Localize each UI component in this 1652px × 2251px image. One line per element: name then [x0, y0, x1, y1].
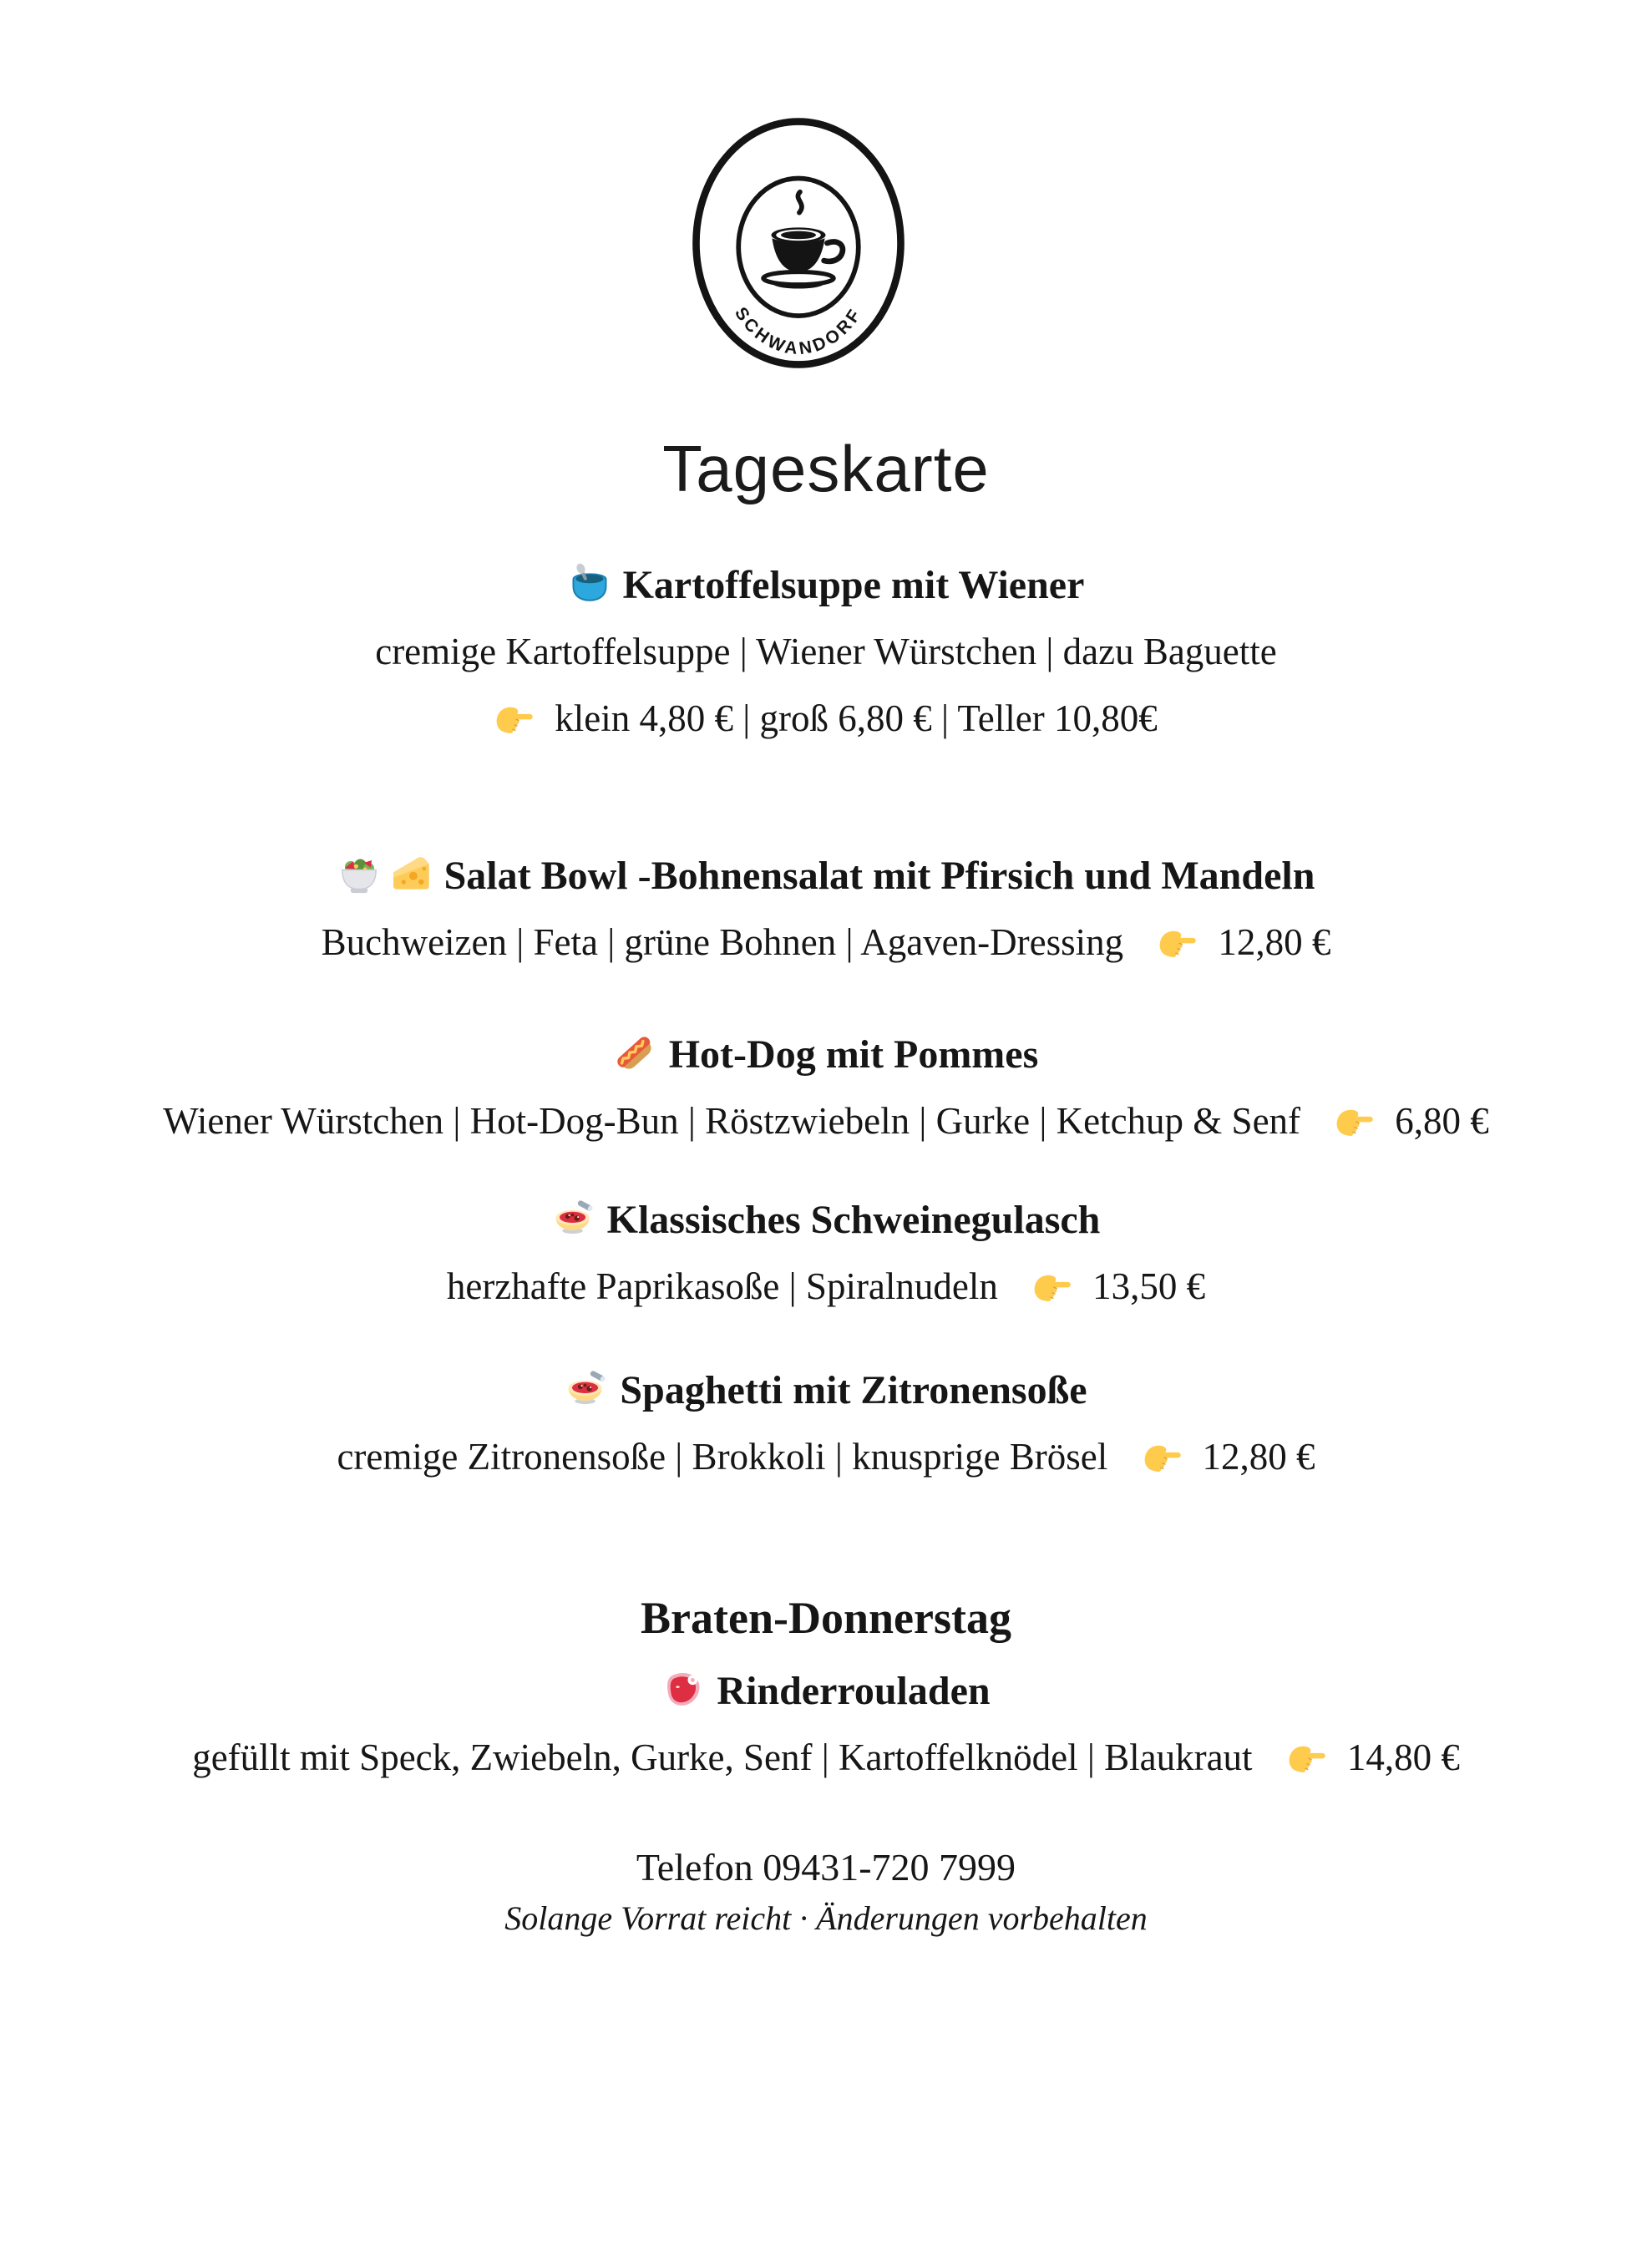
menu-item-description: Buchweizen | Feta | grüne Bohnen | Agaven-Dressing: [321, 921, 1124, 963]
pointing-right-icon: [1287, 1739, 1327, 1779]
pan-of-food-icon: [565, 1368, 608, 1412]
menu-item-description-line: [0, 916, 1652, 968]
phone-number: Telefon 09431-720 7999: [636, 1846, 1016, 1889]
pointing-right-icon: [1032, 1268, 1072, 1308]
logo-arc-bottom-text: SCHWANDORF: [730, 303, 866, 359]
menu-item: [0, 559, 1652, 744]
menu-item-title: Spaghetti mit Zitronensoße: [620, 1368, 1087, 1412]
menu-item: [0, 1028, 1652, 1147]
bowl-with-spoon-icon: [568, 563, 611, 606]
menu-page: [0, 113, 1652, 2251]
menu-item-description: cremige Zitronensoße | Brokkoli | knusprige Brösel: [337, 1436, 1108, 1478]
menu-item-description: herzhafte Paprikasoße | Spiralnudeln: [446, 1265, 998, 1307]
menu-item: [0, 1194, 1652, 1312]
pointing-right-icon: [1158, 924, 1198, 964]
menu-item-price: 14,80 €: [1346, 1736, 1460, 1778]
menu-item-title: Rinderrouladen: [717, 1669, 991, 1713]
pointing-right-icon: [1335, 1103, 1375, 1143]
menu-item-description-line: [0, 1731, 1652, 1783]
menu-item-title-line: [0, 1028, 1652, 1082]
cut-of-meat-icon: [661, 1669, 705, 1712]
cheese-wedge-icon: [389, 854, 433, 897]
menu-item-price: klein 4,80 € | groß 6,80 € | Teller 10,80€: [555, 697, 1158, 739]
menu-item-title-line: [0, 1364, 1652, 1417]
menu-item-title-line: [0, 1665, 1652, 1718]
pointing-right-icon: [1143, 1438, 1183, 1478]
availability-note: Solange Vorrat reicht · Änderungen vorbehalten: [504, 1899, 1148, 1937]
hot-dog-icon: [614, 1032, 657, 1076]
logo-badge: [687, 113, 910, 373]
menu-item-price: 12,80 €: [1202, 1436, 1315, 1478]
menu-item-title-line: [0, 1194, 1652, 1247]
menu-item-price: 6,80 €: [1395, 1100, 1489, 1142]
menu-item-price-line: [0, 692, 1652, 744]
menu-item-title-line: [0, 849, 1652, 903]
pointing-right-icon: [494, 700, 535, 740]
menu-item: [0, 849, 1652, 968]
page-title: Tageskarte: [662, 432, 990, 505]
menu-item: [0, 1665, 1652, 1783]
menu-item-description: Wiener Würstchen | Hot-Dog-Bun | Röstzwiebeln | Gurke | Ketchup & Senf: [163, 1100, 1301, 1142]
section-heading: Braten-Donnerstag: [641, 1593, 1011, 1643]
menu-item-description-line: [0, 1095, 1652, 1147]
restaurant-logo: [687, 113, 910, 373]
menu-item-description: cremige Kartoffelsuppe | Wiener Würstchen | dazu Baguette: [375, 631, 1277, 672]
pan-of-food-icon: [552, 1198, 595, 1241]
menu-item-title: Hot-Dog mit Pommes: [668, 1032, 1039, 1077]
menu-item-price: 13,50 €: [1092, 1265, 1206, 1307]
menu-item-title: Kartoffelsuppe mit Wiener: [622, 563, 1085, 607]
menu-item: [0, 1364, 1652, 1483]
green-salad-icon: [337, 854, 381, 897]
menu-item-description-line: [0, 1260, 1652, 1312]
menu-item-title-line: [0, 559, 1652, 612]
menu-item-title: Salat Bowl -Bohnensalat mit Pfirsich und Mandeln: [443, 854, 1315, 898]
menu-item-title: Klassisches Schweinegulasch: [606, 1198, 1101, 1242]
menu-item-price: 12,80 €: [1218, 921, 1331, 963]
menu-item-description-line: [0, 1431, 1652, 1483]
menu-item-description: gefüllt mit Speck, Zwiebeln, Gurke, Senf | Kartoffelknödel | Blaukraut: [192, 1736, 1253, 1778]
